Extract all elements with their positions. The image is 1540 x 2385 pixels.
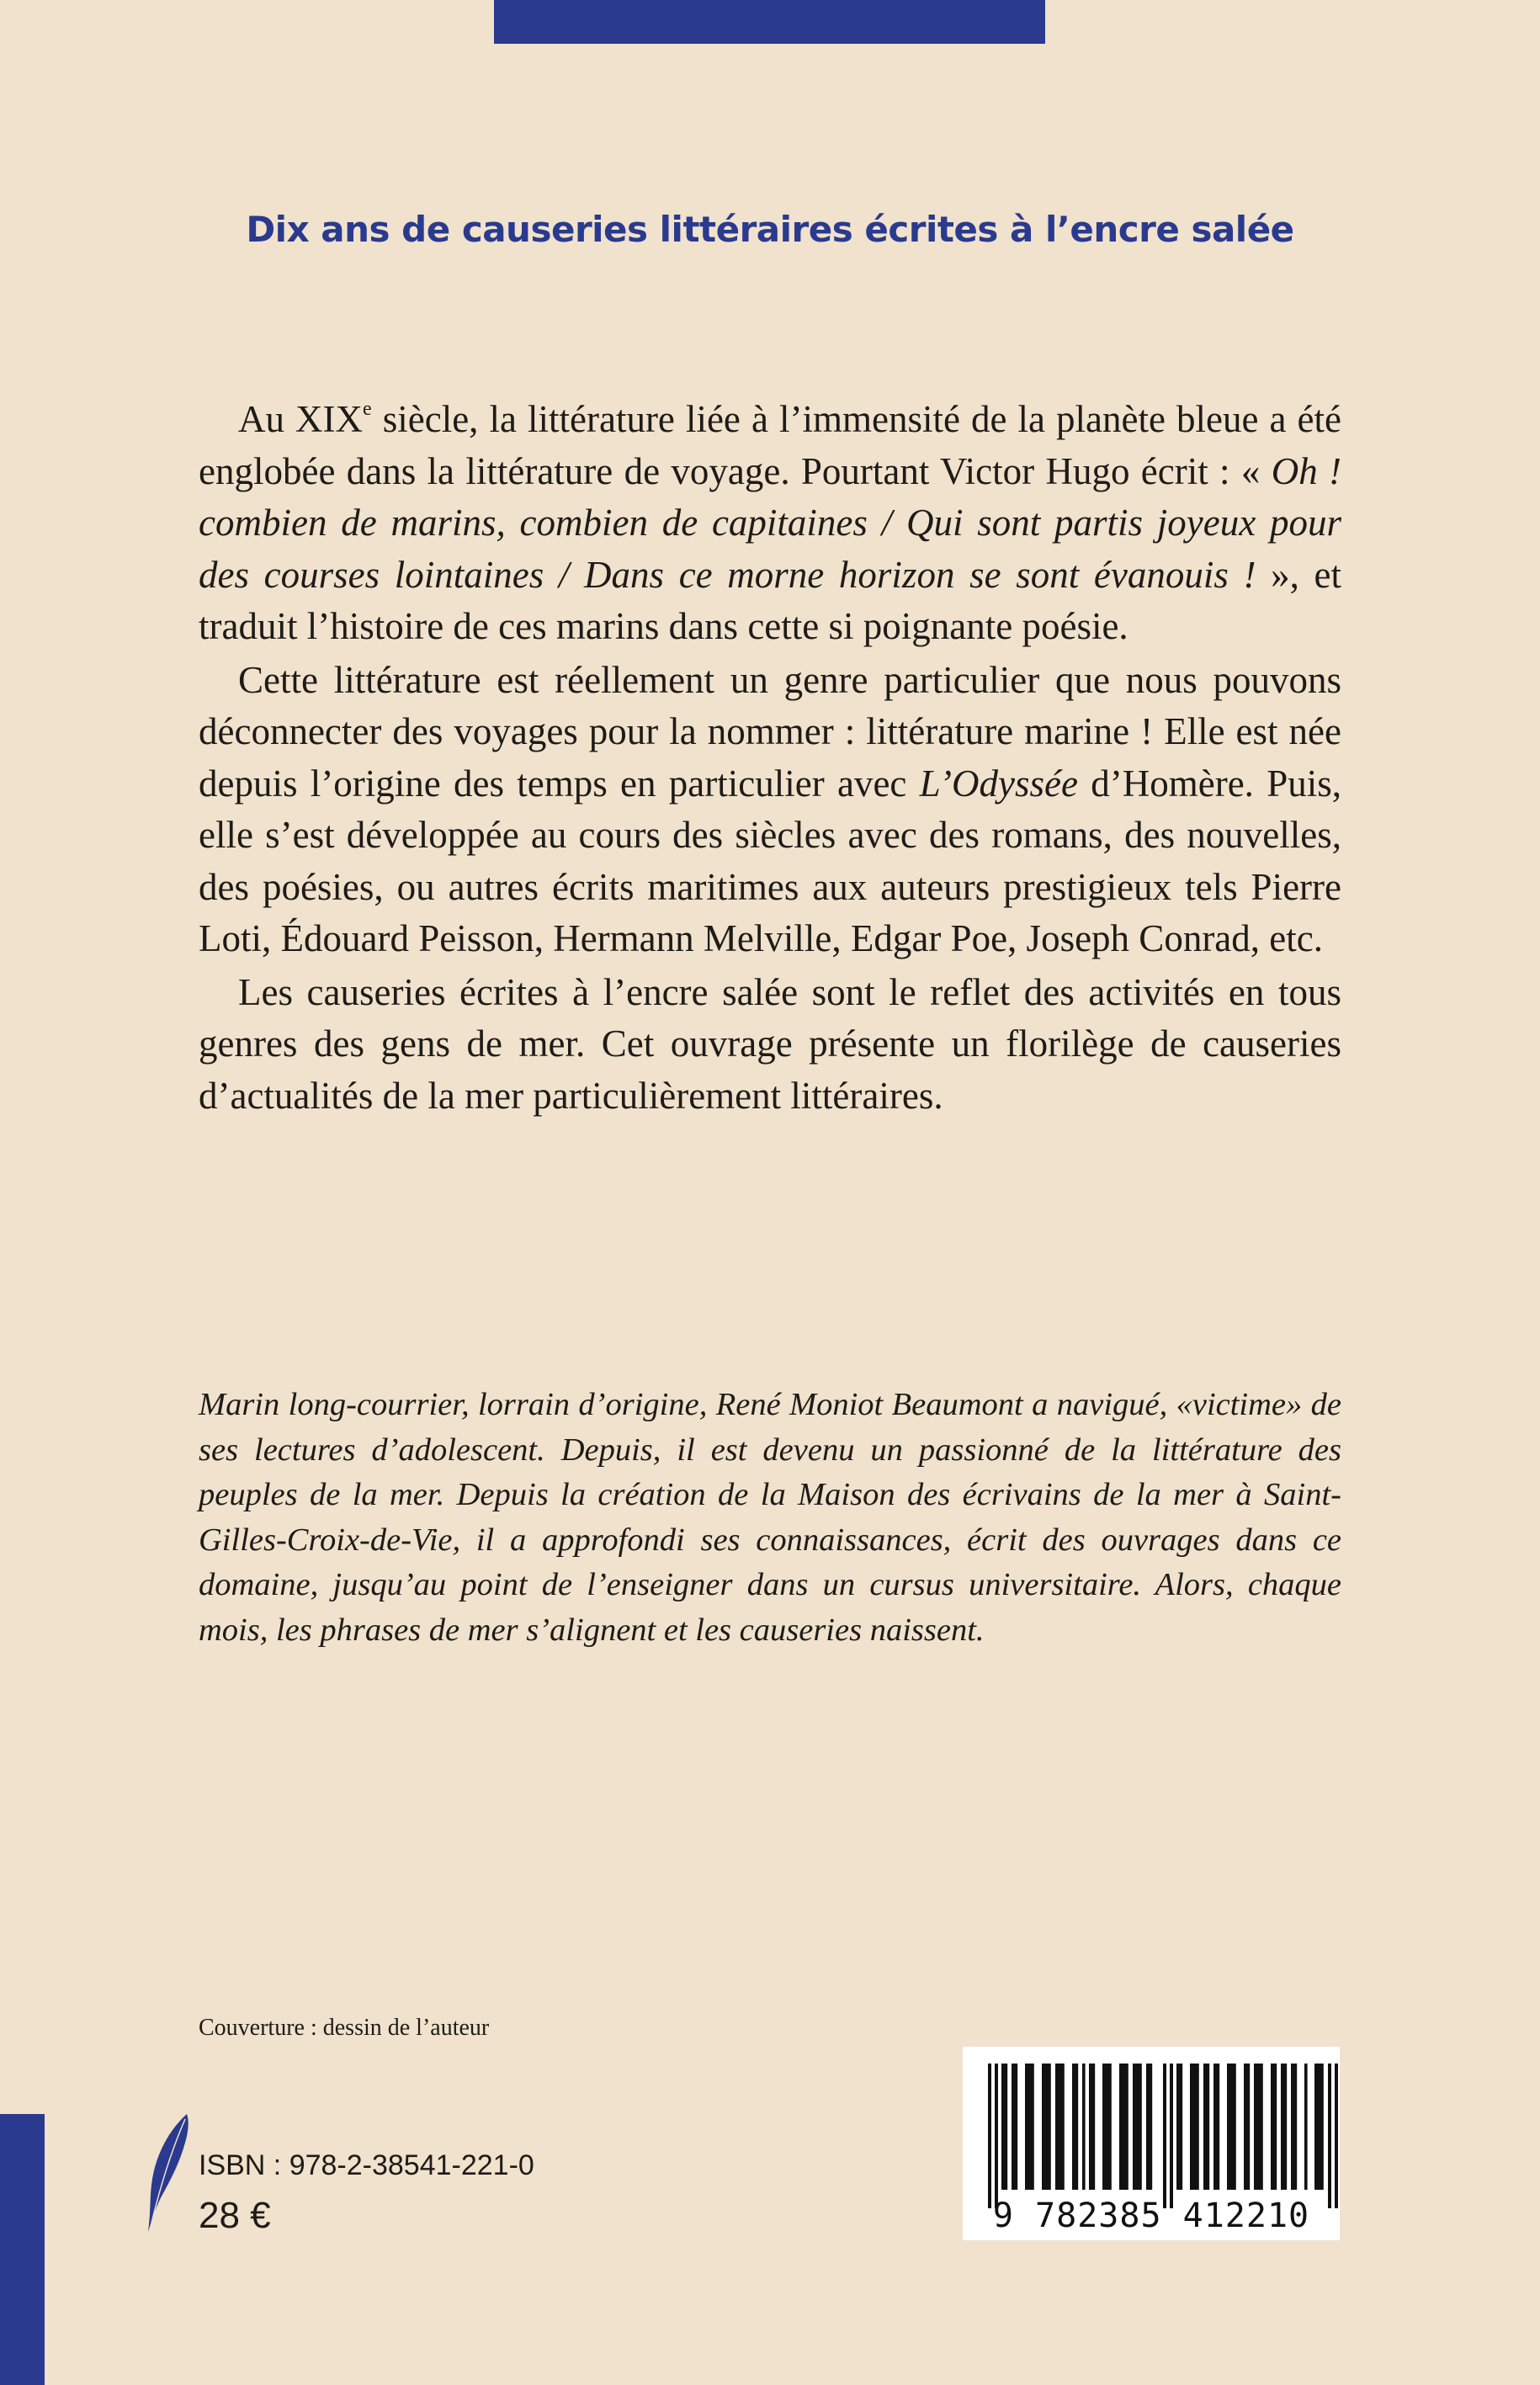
odyssey-title: L’Odyssée	[919, 762, 1078, 805]
barcode-bar	[1102, 2064, 1112, 2190]
barcode-bar	[1254, 2064, 1263, 2190]
barcode-bar	[1163, 2064, 1166, 2208]
cover-credit: Couverture : dessin de l’auteur	[199, 2015, 490, 2041]
price: 28 €	[199, 2195, 271, 2236]
century-superscript: e	[363, 398, 372, 420]
barcode-bar	[1335, 2064, 1338, 2208]
barcode-bar	[1012, 2064, 1017, 2190]
barcode-bar	[1271, 2064, 1277, 2190]
barcode-bar	[1190, 2064, 1199, 2190]
barcode-digits: 9 782385 412210	[992, 2196, 1310, 2235]
barcode-bar	[1213, 2064, 1219, 2190]
barcode-bar	[1314, 2064, 1324, 2190]
barcode-bar	[1025, 2064, 1034, 2190]
barcode-bar	[1042, 2064, 1051, 2190]
barcode-bar	[1082, 2064, 1086, 2190]
isbn-number: ISBN : 978-2-38541-221-0	[199, 2149, 534, 2181]
paragraph-1	[199, 394, 1341, 653]
barcode-bar	[1119, 2064, 1128, 2190]
barcode-bar	[1055, 2064, 1065, 2190]
barcode-bar	[1328, 2064, 1331, 2208]
p1-text-b: siècle, la littérature liée à l’immensité de la planète bleue a été englobée dans la littérature de voyage. Pourtant Victor Hugo écrit : «	[199, 398, 1341, 492]
paragraph-3: Les causeries écrites à l’encre salée sont le reflet des activités en tous genres des gens de mer. Cet ouvrage présente un florilège de causeries d’actualités de la mer particulièrement littéraires.	[199, 970, 1341, 1117]
barcode-bar	[1001, 2064, 1007, 2190]
barcode-bar	[1146, 2064, 1152, 2190]
p2-text-b: d’Homère. Puis, elle s’est développée au cours des siècles avec des romans, des nouvelles, des poésies, ou autres écrits maritimes aux auteurs prestigieux tels Pierre Loti, Édouard Peisson, Hermann Melville, Edgar Poe, Joseph Conrad, etc.	[199, 762, 1341, 959]
barcode-bar	[1072, 2064, 1078, 2190]
barcode	[963, 2047, 1340, 2240]
description-text	[199, 394, 1341, 1122]
barcode-bar	[1281, 2064, 1287, 2190]
p1-text-c: », et traduit l’histoire de ces marins dans cette si poignante poésie.	[199, 553, 1341, 647]
barcode-bar	[1170, 2064, 1173, 2208]
back-cover-title: Dix ans de causeries littéraires écrites à l’encre salée	[246, 209, 1294, 250]
barcode-bar	[1203, 2064, 1209, 2190]
bottom-left-accent-bar	[0, 2114, 45, 2385]
author-bio: Marin long-courrier, lorrain d’origine, René Moniot Beaumont a navigué, «victime» de ses lectures d’adolescent. Depuis, il est devenu un passionné de la littérature des peuples de la mer. Depuis la création de la Maison des écrivains de la mer à Saint-Gilles-Croix-de-Vie, il a approfondi ses connaissances, écrit des ouvrages dans ce domaine, jusqu’au point de l’enseigner dans un cursus universitaire. Alors, chaque mois, les phrases de mer s’alignent et les causeries naissent.	[199, 1387, 1341, 1648]
barcode-bar	[1304, 2064, 1308, 2190]
p1-text-a: Au XIX	[238, 398, 364, 440]
barcode-bar	[1176, 2064, 1182, 2190]
hugo-quote: Oh ! combien de marins, combien de capitaines / Qui sont partis joyeux pour des courses lointaines / Dans ce morne horizon se sont évanouis !	[199, 449, 1342, 596]
feather-icon	[143, 2112, 194, 2234]
barcode-bar	[1089, 2064, 1095, 2190]
top-accent-bar	[494, 0, 1045, 44]
p2-text-a: Cette littérature est réellement un genre particulier que nous pouvons déconnecter des voyages pour la nommer : littérature marine ! Elle est née depuis l’origine des temps en particulier avec	[199, 658, 1341, 805]
paragraph-2	[199, 655, 1341, 965]
barcode-bar	[988, 2064, 991, 2208]
barcode-bar	[1244, 2064, 1250, 2190]
barcode-bar	[1133, 2064, 1142, 2190]
barcode-bar	[1227, 2064, 1236, 2190]
barcode-bar	[1291, 2064, 1297, 2190]
barcode-bar	[995, 2064, 998, 2208]
